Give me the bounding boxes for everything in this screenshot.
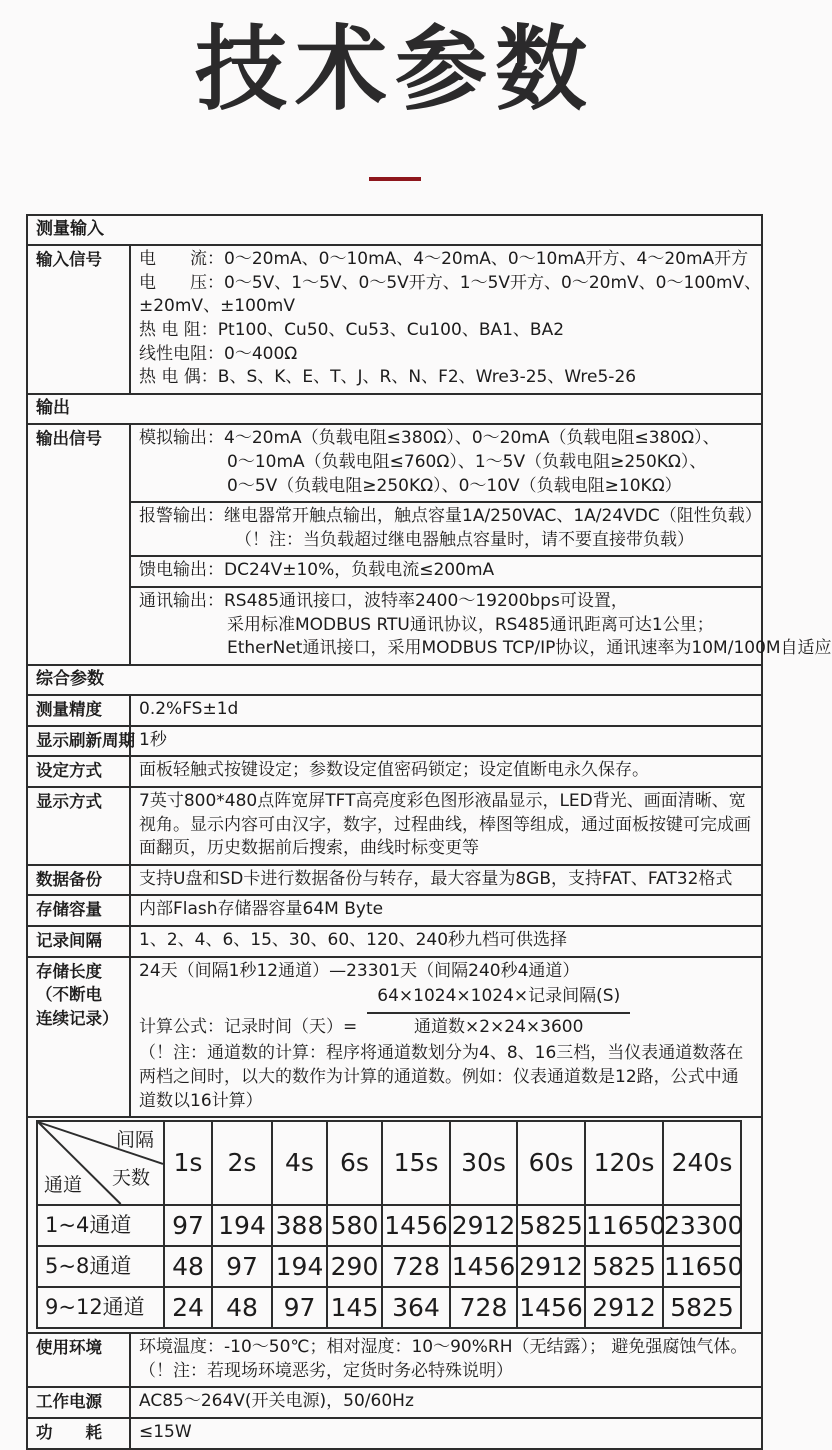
value-setting: 面板轻触式按键设定；参数设定值密码锁定；设定值断电永久保存。 xyxy=(130,756,762,787)
input-signal-voltage-2: ±20mV、±100mV xyxy=(139,296,295,317)
row-output-comm xyxy=(27,587,762,665)
matrix-cell: 2912 xyxy=(450,1205,517,1246)
matrix-cell: 23300 xyxy=(663,1205,741,1246)
storage-formula xyxy=(139,985,753,1039)
environment-note: （！注：若现场环境恶劣，定货时务必特殊说明） xyxy=(139,1360,513,1381)
value-comm-output xyxy=(130,587,832,665)
value-input-signal xyxy=(130,245,762,394)
comm-output-line1: 通讯输出：RS485通讯接口，波特率2400～19200bps可设置， xyxy=(139,590,628,611)
matrix-cell: 5825 xyxy=(517,1205,585,1246)
matrix-col-header: 60s xyxy=(517,1121,585,1205)
row-output-alarm xyxy=(27,502,762,556)
label-storage-length xyxy=(27,957,130,1118)
section-header-general: 综合参数 xyxy=(27,665,762,696)
comm-output-line3: EtherNet通讯接口，采用MODBUS TCP/IP协议，通讯速率为10M/100M自适应 xyxy=(227,638,832,659)
row-accuracy xyxy=(27,695,762,726)
matrix-cell: 1456 xyxy=(382,1205,450,1246)
formula-numerator: 64×1024×1024×记录间隔(S) xyxy=(367,985,630,1014)
label-power: 工作电源 xyxy=(27,1387,130,1418)
label-output-signal: 输出信号 xyxy=(27,424,130,664)
matrix-cell: 5825 xyxy=(585,1246,663,1287)
matrix-header-row xyxy=(37,1121,741,1205)
matrix-row-ch1-4 xyxy=(37,1205,741,1246)
matrix-cell: 290 xyxy=(327,1246,382,1287)
page-title: 技术参数 xyxy=(194,16,595,123)
section-row-general xyxy=(27,665,762,696)
matrix-cell: 97 xyxy=(164,1205,212,1246)
matrix-cell: 48 xyxy=(212,1287,272,1328)
formula-denominator: 通道数×2×24×3600 xyxy=(414,1016,584,1037)
corner-label-channel: 通道 xyxy=(44,1174,83,1197)
matrix-cell: 580 xyxy=(327,1205,382,1246)
matrix-col-header: 120s xyxy=(585,1121,663,1205)
storage-label-line1: 存储长度 xyxy=(36,961,102,981)
label-accuracy: 测量精度 xyxy=(27,695,130,726)
storage-label-line3: 连续记录） xyxy=(36,1008,119,1028)
value-feed-output xyxy=(130,556,762,587)
matrix-cell: 11650 xyxy=(585,1205,663,1246)
matrix-col-header: 240s xyxy=(663,1121,741,1205)
value-interval: 1、2、4、6、15、30、60、120、240秒九档可供选择 xyxy=(130,926,762,957)
matrix-col-header: 2s xyxy=(212,1121,272,1205)
matrix-cell: 97 xyxy=(212,1246,272,1287)
row-storage-matrix xyxy=(27,1117,762,1333)
analog-output-line1: 模拟输出：4～20mA（负载电阻≤380Ω）、0～20mA（负载电阻≤380Ω）、 xyxy=(139,428,720,449)
value-storage-length xyxy=(130,957,762,1118)
value-analog-output xyxy=(130,424,762,502)
matrix-col-header: 6s xyxy=(327,1121,382,1205)
label-capacity: 存储容量 xyxy=(27,895,130,926)
label-setting: 设定方式 xyxy=(27,756,130,787)
value-accuracy: 0.2%FS±1d xyxy=(130,695,762,726)
input-signal-rtd: 热 电 阻：Pt100、Cu50、Cu53、Cu100、BA1、BA2 xyxy=(139,319,565,340)
alarm-output-note: （！注：当负载超过继电器触点容量时，请不要直接带负载） xyxy=(235,529,694,550)
row-consumption xyxy=(27,1418,762,1449)
storage-range: 24天（间隔1秒12通道）—23301天（间隔240秒4通道） xyxy=(139,960,580,981)
row-output-feed xyxy=(27,556,762,587)
label-refresh: 显示刷新周期 xyxy=(27,726,130,757)
matrix-cell: 1456 xyxy=(517,1287,585,1328)
alarm-output-line1: 报警输出：继电器常开触点输出，触点容量1A/250VAC、1A/24VDC（阻性负载） xyxy=(139,506,762,527)
row-input-signal xyxy=(27,245,762,394)
label-backup: 数据备份 xyxy=(27,865,130,896)
analog-output-line2: 0～10mA（负载电阻≤760Ω）、1～5V（负载电阻≥250KΩ）、 xyxy=(227,451,707,472)
matrix-cell: 728 xyxy=(382,1246,450,1287)
matrix-cell: 2912 xyxy=(585,1287,663,1328)
storage-formula-prefix: 计算公式：记录时间（天）= xyxy=(139,1016,358,1037)
matrix-row-ch9-12 xyxy=(37,1287,741,1328)
corner-label-interval: 间隔 xyxy=(115,1129,154,1152)
matrix-cell: 145 xyxy=(327,1287,382,1328)
matrix-cell: 194 xyxy=(272,1246,327,1287)
matrix-row-ch5-8 xyxy=(37,1246,741,1287)
matrix-cell: 24 xyxy=(164,1287,212,1328)
value-environment xyxy=(130,1333,762,1387)
matrix-row-label: 9~12通道 xyxy=(37,1287,164,1328)
title-underline xyxy=(369,177,421,181)
spec-table xyxy=(26,214,832,1450)
matrix-corner-cell xyxy=(37,1121,164,1205)
row-environment xyxy=(27,1333,762,1387)
storage-label-line2: （不断电 xyxy=(36,985,102,1005)
storage-matrix-host xyxy=(27,1117,762,1333)
input-signal-voltage: 电 压：0～5V、1～5V、0～5V开方、1～5V开方、0～20mV、0～100mV、 xyxy=(139,272,762,293)
matrix-row-label: 5~8通道 xyxy=(37,1246,164,1287)
row-setting xyxy=(27,756,762,787)
value-power: AC85～264V(开关电源)，50/60Hz xyxy=(130,1387,762,1418)
storage-note: （！注：通道数的计算：程序将通道数划分为4、8、16三档，当仪表通道数落在两档之间时，以大的数作为计算的通道数。例如：仪表通道数是12路，公式中通道数以16计算） xyxy=(139,1043,744,1111)
comm-output-line2: 采用标准MODBUS RTU通讯协议，RS485通讯距离可达1公里； xyxy=(227,614,714,635)
feed-output-line: 馈电输出：DC24V±10%，负载电流≤200mA xyxy=(139,560,495,581)
matrix-cell: 728 xyxy=(450,1287,517,1328)
matrix-cell: 97 xyxy=(272,1287,327,1328)
environment-line1: 环境温度：-10～50℃；相对湿度：10～90%RH（无结露）； 避免强腐蚀气体。 xyxy=(139,1337,748,1358)
value-capacity: 内部Flash存储器容量64M Byte xyxy=(130,895,762,926)
label-consumption: 功 耗 xyxy=(27,1418,130,1449)
row-interval xyxy=(27,926,762,957)
matrix-cell: 48 xyxy=(164,1246,212,1287)
label-environment: 使用环境 xyxy=(27,1333,130,1387)
section-row-measure-input xyxy=(27,215,762,246)
value-backup: 支持U盘和SD卡进行数据备份与转存，最大容量为8GB，支持FAT、FAT32格式 xyxy=(130,865,762,896)
matrix-cell: 11650 xyxy=(663,1246,741,1287)
matrix-cell: 2912 xyxy=(517,1246,585,1287)
section-header-output: 输出 xyxy=(27,394,762,425)
matrix-cell: 1456 xyxy=(450,1246,517,1287)
storage-formula-fraction xyxy=(367,985,630,1039)
section-row-output xyxy=(27,394,762,425)
row-refresh xyxy=(27,726,762,757)
section-header-measure-input: 测量输入 xyxy=(27,215,762,246)
row-output-analog xyxy=(27,424,762,502)
corner-label-days: 天数 xyxy=(111,1167,150,1190)
input-signal-linear-res: 线性电阻：0～400Ω xyxy=(139,343,298,364)
value-refresh: 1秒 xyxy=(130,726,762,757)
label-input-signal: 输入信号 xyxy=(27,245,130,394)
matrix-row-label: 1~4通道 xyxy=(37,1205,164,1246)
row-display xyxy=(27,787,762,865)
matrix-col-header: 1s xyxy=(164,1121,212,1205)
input-signal-current: 电 流：0～20mA、0～10mA、4～20mA、0～10mA开方、4～20mA开方 xyxy=(139,249,749,270)
matrix-col-header: 4s xyxy=(272,1121,327,1205)
value-alarm-output xyxy=(130,502,762,556)
value-consumption: ≤15W xyxy=(130,1418,762,1449)
row-backup xyxy=(27,865,762,896)
matrix-cell: 388 xyxy=(272,1205,327,1246)
row-capacity xyxy=(27,895,762,926)
value-display: 7英寸800*480点阵宽屏TFT高亮度彩色图形液晶显示，LED背光、画面清晰、宽视角。显示内容可由汉字，数字，过程曲线，棒图等组成，通过面板按键可完成画面翻页，历史数据前后搜索，曲线时标变更等 xyxy=(130,787,762,865)
row-storage-length xyxy=(27,957,762,1118)
matrix-col-header: 30s xyxy=(450,1121,517,1205)
analog-output-line3: 0～5V（负载电阻≥250KΩ）、0～10V（负载电阻≥10KΩ） xyxy=(227,475,682,496)
matrix-cell: 194 xyxy=(212,1205,272,1246)
title-section xyxy=(0,0,790,181)
label-display: 显示方式 xyxy=(27,787,130,865)
matrix-cell: 364 xyxy=(382,1287,450,1328)
input-signal-tc: 热 电 偶：B、S、K、E、T、J、R、N、F2、Wre3-25、Wre5-26 xyxy=(139,367,637,388)
storage-days-table xyxy=(36,1120,742,1329)
label-interval: 记录间隔 xyxy=(27,926,130,957)
row-power xyxy=(27,1387,762,1418)
matrix-col-header: 15s xyxy=(382,1121,450,1205)
matrix-cell: 5825 xyxy=(663,1287,741,1328)
